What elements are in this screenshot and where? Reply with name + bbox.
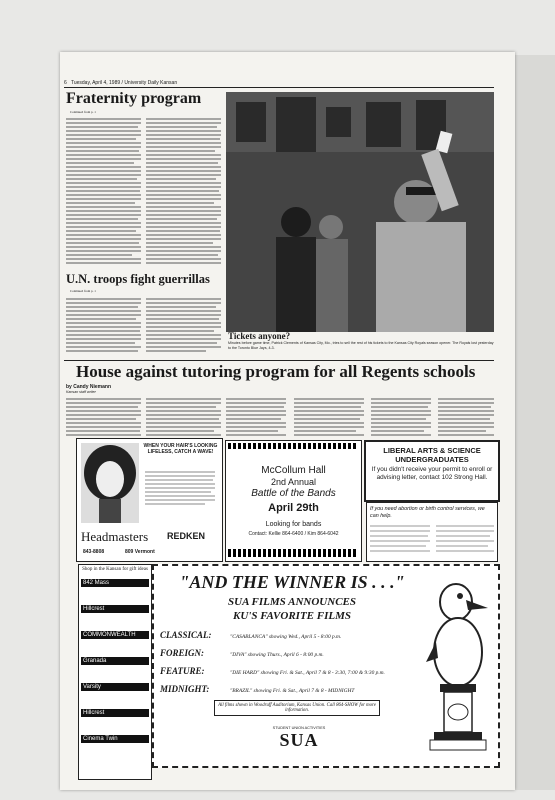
mccollum-date: April 29th (268, 502, 319, 514)
headmasters-brand: Headmasters (81, 529, 149, 544)
redken-brand: REDKEN (167, 531, 206, 541)
theater-item: 842 Mass (81, 579, 149, 587)
page-header (64, 80, 177, 86)
film-category: FEATURE: (160, 666, 205, 676)
movie-listings-title: Shop in the Kansan for gift ideas (82, 567, 148, 572)
mccollum-ad (225, 440, 362, 562)
film-category: FOREIGN: (160, 648, 205, 658)
text-lines (146, 116, 221, 266)
mccollum-line2: Battle of the Bands (251, 488, 336, 499)
theater-item: Granada (81, 657, 149, 665)
mccollum-cta: Looking for bands (265, 521, 322, 528)
piano-keys-top (228, 443, 357, 449)
liberal-arts-title: LIBERAL ARTS & SCIENCE UNDERGRADUATES (383, 446, 481, 464)
sua-footer: All films shown in Woodruff Auditorium, Kansas Union. Call 864-SHOW for more information. (214, 700, 380, 716)
film-showtime: "DIVA" showing Thurs., April 6 - 8:00 p.m. (230, 652, 324, 658)
photo-caption (228, 331, 494, 350)
headmasters-address: 809 Vermont (125, 549, 155, 555)
article3-headline: House against tutoring program for all Regents schools (76, 362, 476, 381)
theater-item: Cinema Twin (81, 735, 149, 743)
liberal-arts-body: If you didn't receive your permit to enroll or advising letter, contact 102 Strong Hall. (371, 466, 493, 481)
ad-text-lines (145, 469, 215, 509)
article1-col1 (66, 116, 141, 266)
jayhawk-trophy-icon (426, 572, 492, 760)
article2-body (66, 296, 221, 356)
article2-headline: U.N. troops fight guerrillas (66, 272, 210, 286)
sua-logo-sub: STUDENT UNION ACTIVITIES (272, 726, 326, 730)
birth-control-ad (366, 502, 498, 562)
article2-continued: Continued from p. 1 (70, 289, 96, 293)
film-category: CLASSICAL: (160, 630, 212, 640)
article1-col2 (146, 116, 221, 266)
film-row (160, 666, 430, 676)
film-showtime: "CASABLANCA" showing Wed., April 5 - 8:00 p.m. (230, 634, 342, 640)
film-showtime: "DIE HARD" showing Fri. & Sat., April 7 & 8 - 3:30, 7:00 & 9:30 p.m. (230, 670, 385, 676)
header-rule (64, 87, 494, 88)
sua-subtitle1: SUA FILMS ANNOUNCES (228, 596, 356, 608)
news-photo (226, 92, 494, 332)
page-number: 6 (64, 80, 67, 86)
film-category: MIDNIGHT: (160, 684, 210, 694)
sua-film-list (160, 630, 430, 694)
photo-caption-title: Tickets anyone? (228, 331, 291, 341)
birth-control-title: If you need abortion or birth control services, we can help. (370, 506, 485, 519)
theater-item: Hillcrest (81, 709, 149, 717)
sua-subtitle2: KU'S FAVORITE FILMS (233, 610, 351, 622)
piano-keys-bottom (228, 549, 357, 557)
sua-films-ad (152, 564, 500, 768)
headmasters-ad (76, 438, 223, 562)
theater-item: Hillcrest (81, 605, 149, 613)
woman-portrait-image (81, 443, 139, 523)
text-lines (66, 116, 141, 266)
headmasters-title: WHEN YOUR HAIR'S LOOKING LIFELESS, CATCH A WAVE! (143, 443, 218, 455)
article1-continued: Continued from p. 1 (70, 110, 96, 114)
sua-logo-text: SUA (279, 730, 319, 750)
ad-text-lines (370, 523, 494, 557)
film-row (160, 630, 430, 640)
page-edge (515, 55, 555, 790)
article3-body (66, 396, 496, 438)
movie-listings (78, 564, 152, 780)
theater-item: Varsity (81, 683, 149, 691)
film-row (160, 684, 430, 694)
stadium-photo-image (226, 92, 494, 332)
mccollum-title: McCollum Hall (261, 465, 326, 476)
headmasters-phone: 843-8808 (83, 549, 105, 555)
theater-item: COMMONWEALTH (81, 631, 149, 639)
film-row (160, 648, 430, 658)
liberal-arts-ad (364, 440, 500, 502)
article3-byline: by Candy Niemann (66, 384, 112, 390)
text-lines (66, 296, 221, 356)
section-rule (64, 360, 494, 361)
mccollum-line1: 2nd Annual (270, 477, 317, 487)
dateline: Tuesday, April 4, 1989 / University Daily Kansan (70, 80, 178, 86)
mccollum-contact: Contact: Kellie 864-6400 / Kim 864-6042 (248, 531, 339, 537)
text-lines (66, 396, 496, 438)
film-showtime: "BRAZIL" showing Fri. & Sat., April 7 & 8 - MIDNIGHT (230, 688, 355, 694)
photo-caption-text: Minutes before game time, Patrick Clements of Kansas City, Mo., tries to sell the rest of his tickets to the Kansas City Royals season opener. The Royals lost yesterday to the Toronto Blue Jays, 4-3. (228, 341, 494, 350)
article3-byline-role: Kansan staff writer (66, 390, 96, 394)
sua-logo (254, 726, 344, 751)
theater-list (81, 579, 149, 777)
sua-title: "AND THE WINNER IS . . ." (179, 572, 405, 592)
article1-headline: Fraternity program (66, 90, 202, 107)
